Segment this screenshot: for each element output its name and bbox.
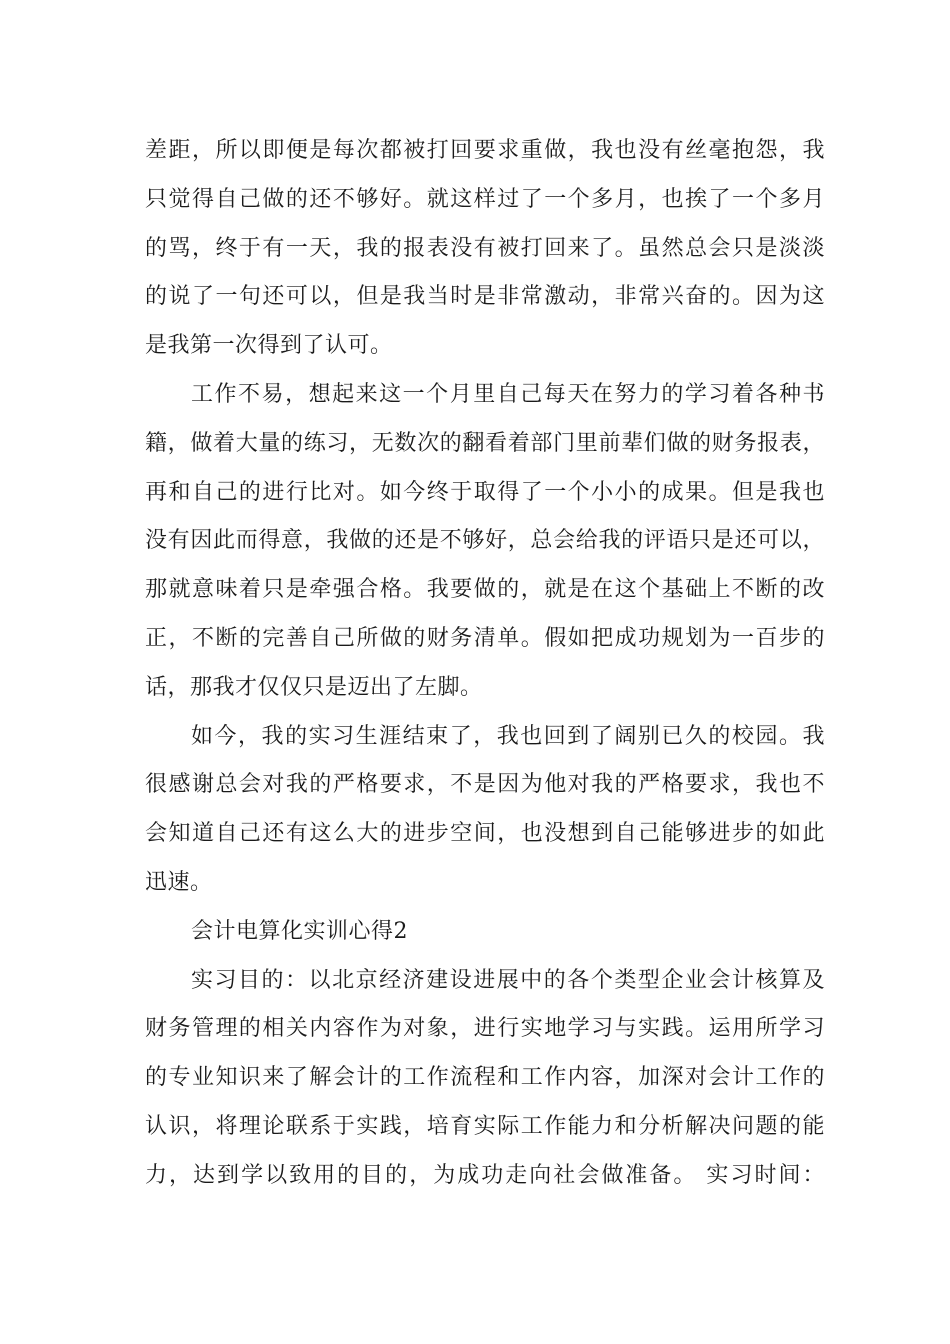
document-body [145,127,825,1201]
text-line: 正，不断的完善自己所做的财务清单。假如把成功规划为一百步的 [145,625,825,651]
text-line: 籍，做着大量的练习，无数次的翻看着部门里前辈们做的财务报表， [145,430,825,456]
paragraph-first-line: 实习目的：以北京经济建设进展中的各个类型企业会计核算及 [191,967,825,993]
text-line: 再和自己的进行比对。如今终于取得了一个小小的成果。但是我也 [145,479,825,505]
text-line: 迅速。 [145,869,213,895]
text-line: 的说了一句还可以，但是我当时是非常激动，非常兴奋的。因为这 [145,284,825,310]
text-line: 认识，将理论联系于实践，培育实际工作能力和分析解决问题的能 [145,1113,825,1139]
text-line: 的专业知识来了解会计的工作流程和工作内容，加深对会计工作的 [145,1065,825,1091]
text-line: 那就意味着只是牵强合格。我要做的，就是在这个基础上不断的改 [145,577,825,603]
text-line: 的骂，终于有一天，我的报表没有被打回来了。虽然总会只是淡淡 [145,235,825,261]
section-heading: 会计电算化实训心得2 [191,918,408,944]
text-line: 财务管理的相关内容作为对象，进行实地学习与实践。运用所学习 [145,1016,825,1042]
text-line: 会知道自己还有这么大的进步空间，也没想到自己能够进步的如此 [145,821,825,847]
text-line: 很感谢总会对我的严格要求，不是因为他对我的严格要求，我也不 [145,772,825,798]
text-line: 话，那我才仅仅只是迈出了左脚。 [145,674,483,700]
paragraph-first-line: 工作不易，想起来这一个月里自己每天在努力的学习着各种书 [191,381,825,407]
text-line: 是我第一次得到了认可。 [145,333,393,359]
paragraph-first-line: 如今，我的实习生涯结束了，我也回到了阔别已久的校园。我 [191,723,825,749]
text-line: 差距，所以即便是每次都被打回要求重做，我也没有丝毫抱怨，我 [145,138,825,163]
text-line: 没有因此而得意，我做的还是不够好，总会给我的评语只是还可以， [145,528,825,554]
text-line: 只觉得自己做的还不够好。就这样过了一个多月，也挨了一个多月 [145,186,825,212]
text-line: 力，达到学以致用的目的，为成功走向社会做准备。 实习时间： [145,1162,825,1188]
